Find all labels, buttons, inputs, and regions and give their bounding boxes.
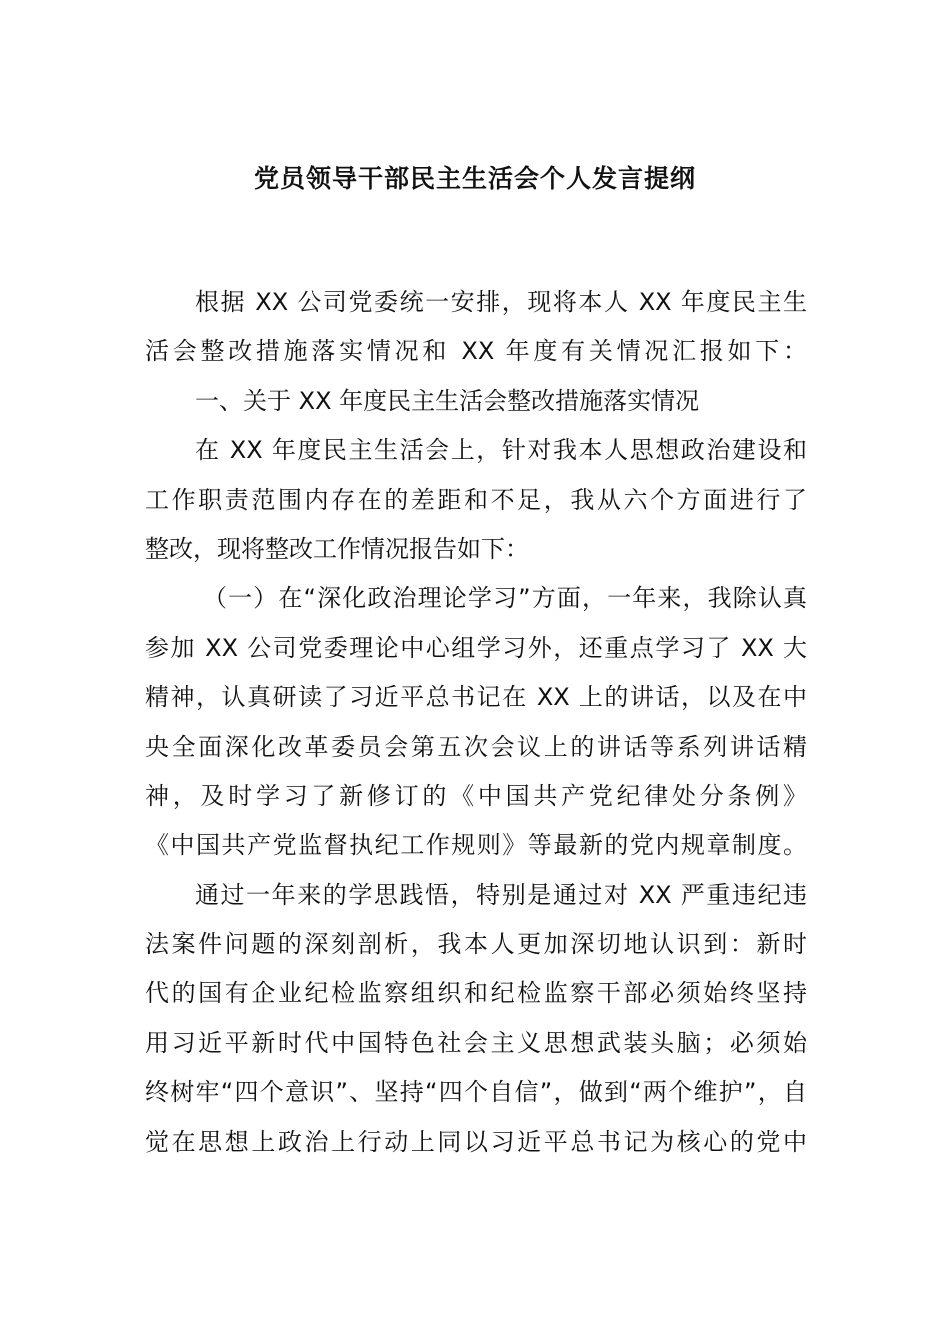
body-line: 用习近平新时代中国特色社会主义思想武装头脑；必须始 <box>145 1028 807 1057</box>
body-line: （一）在“深化政治理论学习”方面，一年来，我除认真 <box>203 584 807 613</box>
body-line: 根据 XX 公司党委统一安排，现将本人 XX 年度民主生 <box>195 288 807 316</box>
body-line: 法案件问题的深刻剖析，我本人更加深切地认识到：新时 <box>145 930 807 959</box>
body-line: 精神，认真研读了习近平总书记在 XX 上的讲话，以及在中 <box>145 683 807 712</box>
body-line: 觉在思想上政治上行动上同以习近平总书记为核心的党中 <box>145 1127 807 1156</box>
section-heading: 一、关于 XX 年度民主生活会整改措施落实情况 <box>195 386 700 415</box>
body-line: 参加 XX 公司党委理论中心组学习外，还重点学习了 XX 大 <box>145 633 807 662</box>
document-title: 党员领导干部民主生活会个人发言提纲 <box>253 164 696 193</box>
document-body <box>145 278 807 1167</box>
body-line: 整改，现将整改工作情况报告如下： <box>145 534 529 563</box>
body-line: 活会整改措施落实情况和 XX 年度有关情况汇报如下： <box>145 337 807 366</box>
body-line: 工作职责范围内存在的差距和不足，我从六个方面进行了 <box>145 485 807 514</box>
body-line: 代的国有企业纪检监察组织和纪检监察干部必须始终坚持 <box>145 979 807 1008</box>
body-line: 在 XX 年度民主生活会上，针对我本人思想政治建设和 <box>195 436 807 465</box>
body-line: 通过一年来的学思践悟，特别是通过对 XX 严重违纪违 <box>195 880 807 909</box>
body-line: 终树牢“四个意识”、坚持“四个自信”，做到“两个维护”，自 <box>145 1078 807 1107</box>
body-line: 《中国共产党监督执纪工作规则》等最新的党内规章制度。 <box>145 831 807 860</box>
body-line: 央全面深化改革委员会第五次会议上的讲话等系列讲话精 <box>145 732 807 761</box>
body-line: 神，及时学习了新修订的《中国共产党纪律处分条例》 <box>145 781 807 810</box>
